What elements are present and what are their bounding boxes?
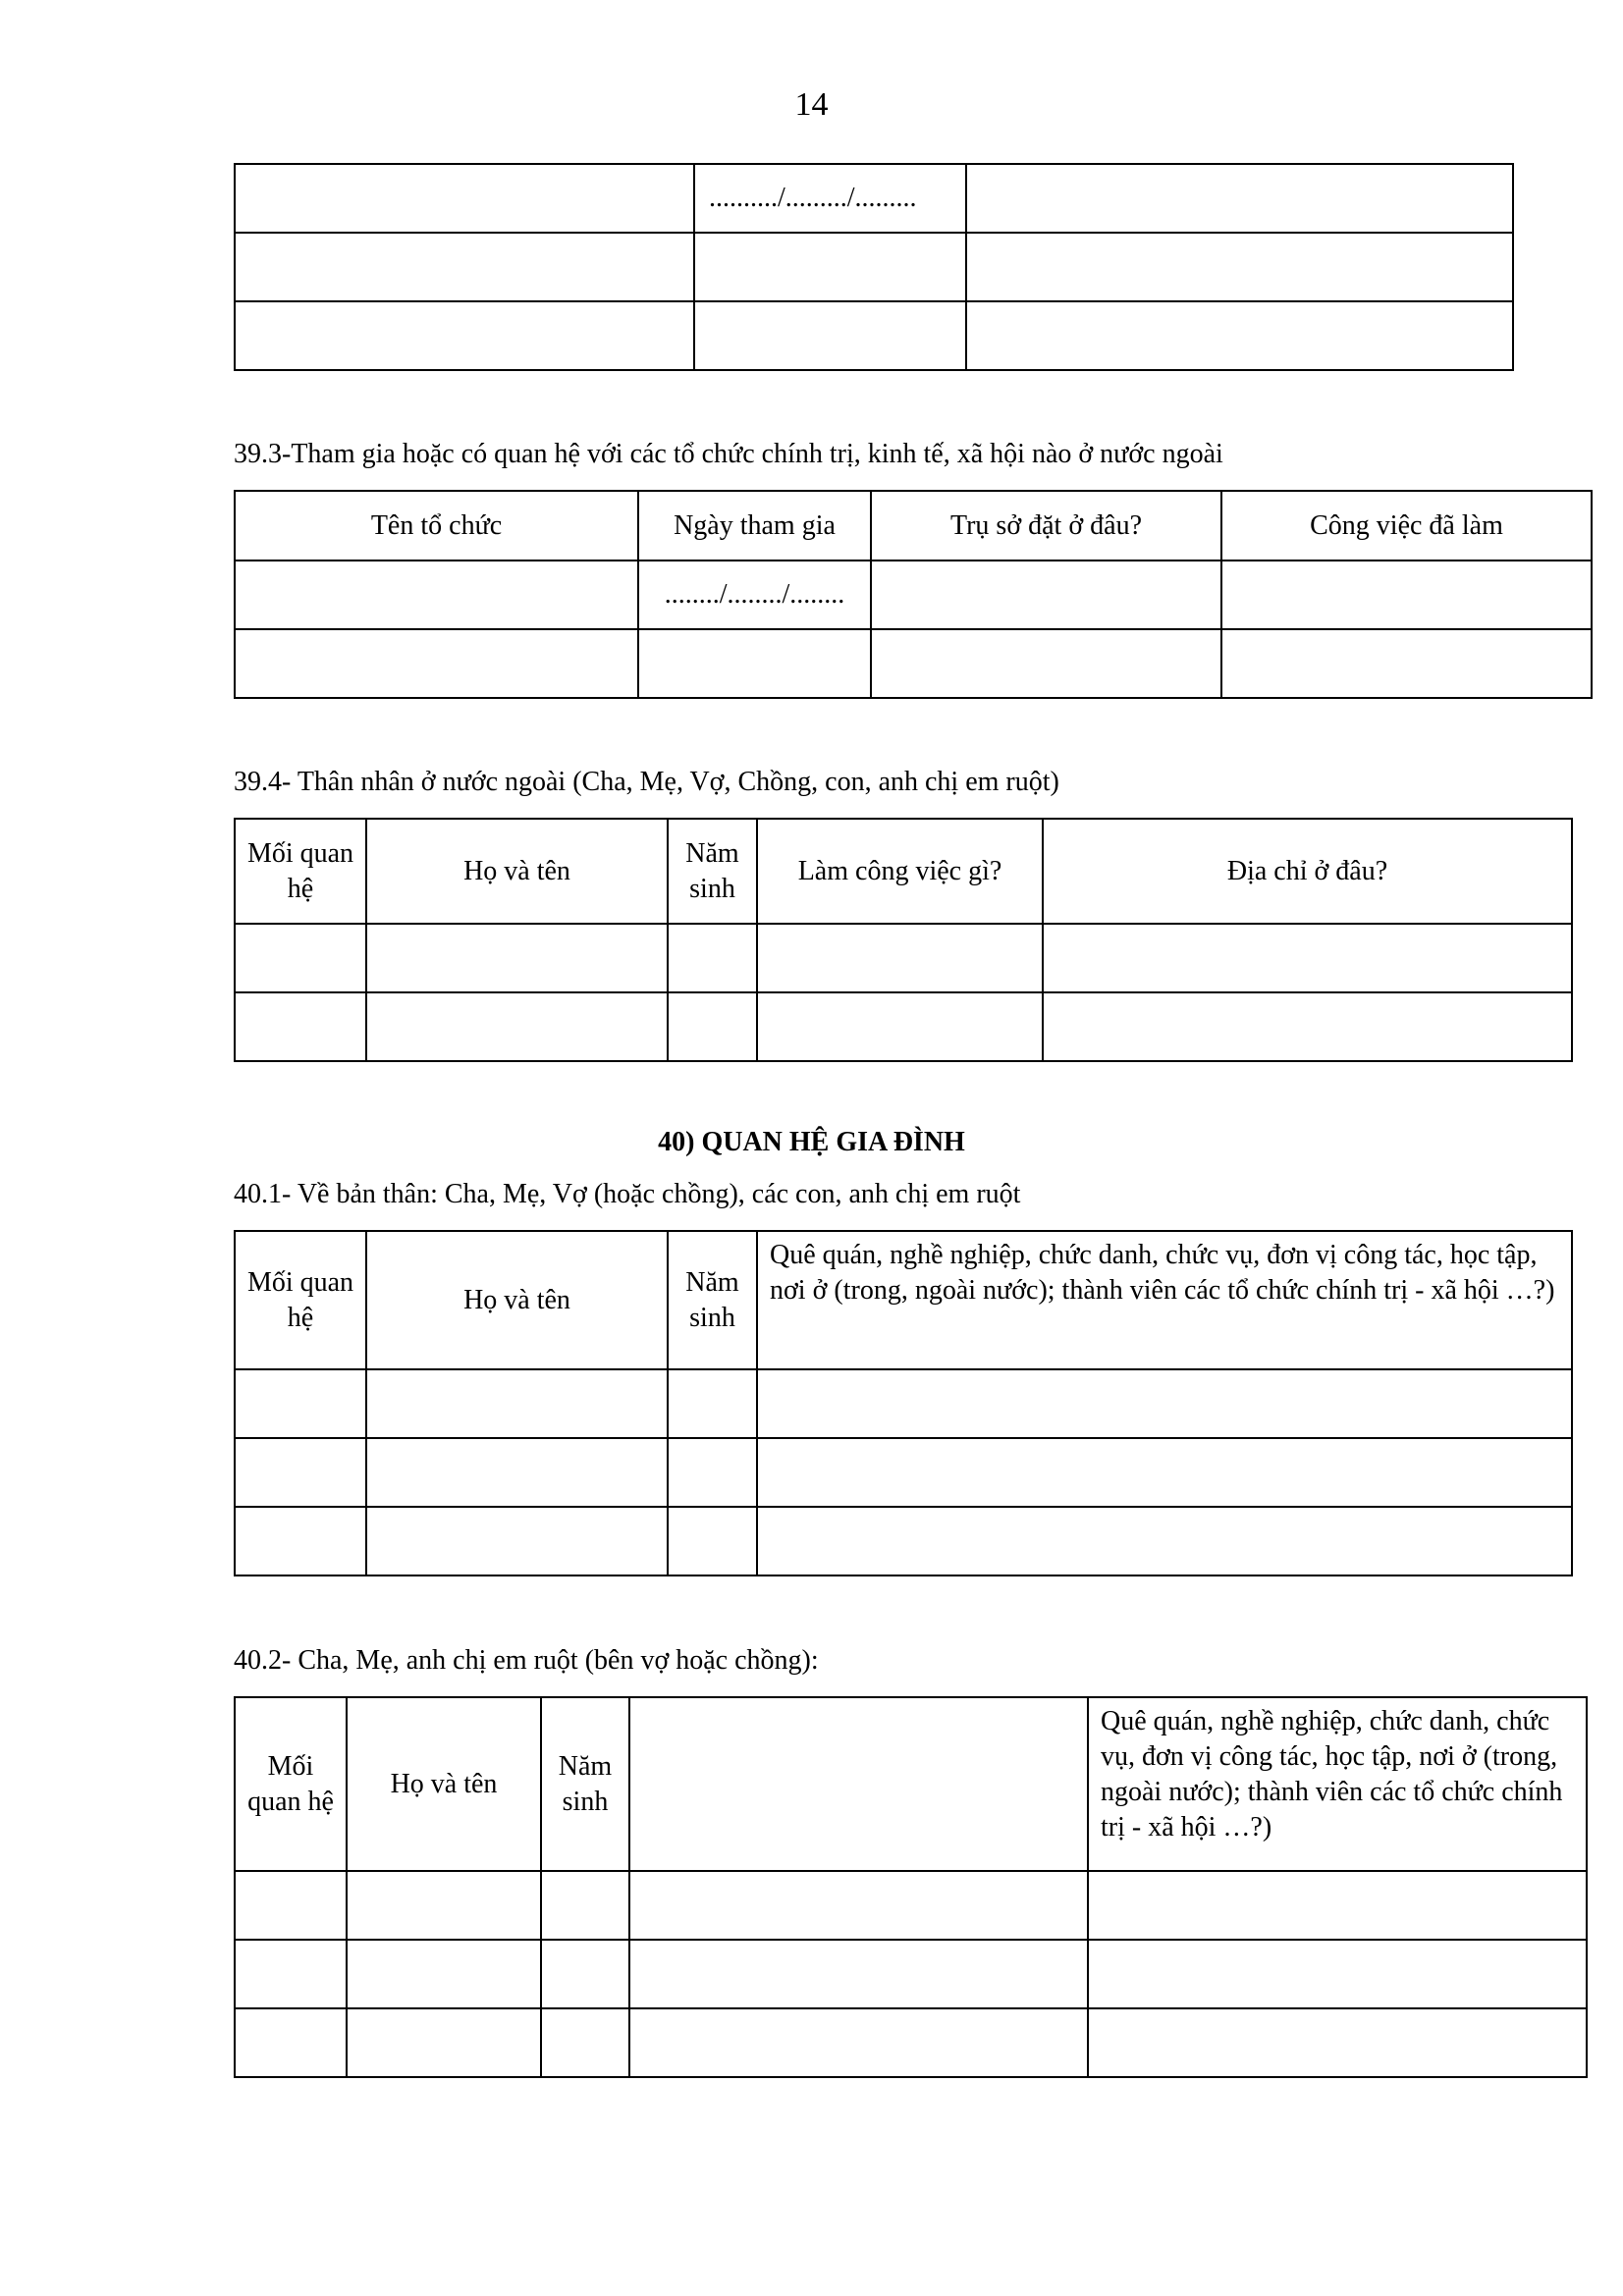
- header-full-name: Họ và tên: [347, 1697, 541, 1871]
- table-39-3: [234, 490, 1593, 699]
- table-cell[interactable]: [629, 1871, 1088, 1940]
- table-header-row: [235, 491, 1592, 561]
- table-cell[interactable]: [235, 1507, 366, 1575]
- table-cell[interactable]: [1221, 629, 1592, 698]
- table-row: [235, 301, 1513, 370]
- table-39-4: [234, 818, 1573, 1062]
- table-cell[interactable]: [235, 1871, 347, 1940]
- table-cell[interactable]: [366, 1369, 668, 1438]
- table-cell[interactable]: [629, 2008, 1088, 2077]
- header-full-name: Họ và tên: [366, 1231, 668, 1369]
- table-cell[interactable]: [1088, 2008, 1587, 2077]
- table-cell[interactable]: [757, 992, 1043, 1061]
- date-cell[interactable]: ......../......../........: [638, 561, 871, 629]
- table-row: [235, 1507, 1572, 1575]
- table-cell[interactable]: [235, 233, 694, 301]
- header-work-done: Công việc đã làm: [1221, 491, 1592, 561]
- table-cell[interactable]: [966, 164, 1513, 233]
- header-relationship: Mối quan hệ: [235, 1697, 347, 1871]
- header-headquarters: Trụ sở đặt ở đâu?: [871, 491, 1221, 561]
- table-cell[interactable]: [668, 924, 757, 992]
- header-birth-year: Năm sinh: [668, 1231, 757, 1369]
- section-40-1-title: 40.1- Về bản thân: Cha, Mẹ, Vợ (hoặc chồng), các con, anh chị em ruột: [234, 1179, 1021, 1209]
- table-40-1: [234, 1230, 1573, 1576]
- header-background-details: Quê quán, nghề nghiệp, chức danh, chức vụ, đơn vị công tác, học tập, nơi ở (trong, ngoài nước); thành viên các tổ chức chính trị - xã hội …?): [1088, 1697, 1587, 1871]
- table-row: [235, 1871, 1587, 1940]
- header-relationship: Mối quan hệ: [235, 819, 366, 924]
- table-row: [235, 1940, 1587, 2008]
- table-cell[interactable]: [541, 1940, 629, 2008]
- table-cell[interactable]: [1043, 992, 1572, 1061]
- table-cell[interactable]: [347, 1940, 541, 2008]
- table-cell[interactable]: [757, 1438, 1572, 1507]
- section-39-4-title: 39.4- Thân nhân ở nước ngoài (Cha, Mẹ, Vợ, Chồng, con, anh chị em ruột): [234, 767, 1059, 797]
- table-row: [235, 1369, 1572, 1438]
- table-cell[interactable]: [871, 561, 1221, 629]
- section-39-3-title: 39.3-Tham gia hoặc có quan hệ với các tổ chức chính trị, kinh tế, xã hội nào ở nước ngoài: [234, 439, 1223, 469]
- header-occupation: Làm công việc gì?: [757, 819, 1043, 924]
- table-cell[interactable]: [235, 924, 366, 992]
- table-cell[interactable]: [966, 301, 1513, 370]
- table-continuation: [234, 163, 1514, 371]
- table-cell[interactable]: [1088, 1940, 1587, 2008]
- header-full-name: Họ và tên: [366, 819, 668, 924]
- table-cell[interactable]: [694, 301, 966, 370]
- table-header-row: [235, 1231, 1572, 1369]
- table-cell[interactable]: [668, 1507, 757, 1575]
- table-cell[interactable]: [235, 561, 638, 629]
- table-row: [235, 1438, 1572, 1507]
- table-cell[interactable]: [235, 992, 366, 1061]
- table-header-row: [235, 1697, 1587, 1871]
- header-blank: [629, 1697, 1088, 1871]
- header-birth-year: Năm sinh: [541, 1697, 629, 1871]
- table-cell[interactable]: [629, 1940, 1088, 2008]
- page-number: 14: [794, 86, 829, 123]
- table-cell[interactable]: [235, 1438, 366, 1507]
- table-cell[interactable]: [694, 233, 966, 301]
- table-cell[interactable]: [366, 1438, 668, 1507]
- table-cell[interactable]: [638, 629, 871, 698]
- table-cell[interactable]: [668, 1438, 757, 1507]
- table-cell[interactable]: [1088, 1871, 1587, 1940]
- table-row: [235, 629, 1592, 698]
- header-join-date: Ngày tham gia: [638, 491, 871, 561]
- table-cell[interactable]: [871, 629, 1221, 698]
- table-cell[interactable]: [757, 924, 1043, 992]
- date-cell[interactable]: ........../........./.........: [694, 164, 966, 233]
- table-cell[interactable]: [668, 992, 757, 1061]
- table-row: [235, 992, 1572, 1061]
- table-cell[interactable]: [1043, 924, 1572, 992]
- table-cell[interactable]: [541, 2008, 629, 2077]
- table-cell[interactable]: [366, 1507, 668, 1575]
- table-cell[interactable]: [757, 1369, 1572, 1438]
- table-cell[interactable]: [235, 1940, 347, 2008]
- table-header-row: [235, 819, 1572, 924]
- table-cell[interactable]: [235, 164, 694, 233]
- header-background-details: Quê quán, nghề nghiệp, chức danh, chức vụ, đơn vị công tác, học tập, nơi ở (trong, ngoài nước); thành viên các tổ chức chính trị - xã hội …?): [757, 1231, 1572, 1369]
- table-cell[interactable]: [1221, 561, 1592, 629]
- table-cell[interactable]: [668, 1369, 757, 1438]
- table-40-2: [234, 1696, 1588, 2078]
- table-row: [235, 164, 1513, 233]
- table-cell[interactable]: [235, 301, 694, 370]
- table-cell[interactable]: [235, 1369, 366, 1438]
- table-row: [235, 2008, 1587, 2077]
- header-address: Địa chỉ ở đâu?: [1043, 819, 1572, 924]
- table-cell[interactable]: [347, 2008, 541, 2077]
- table-cell[interactable]: [541, 1871, 629, 1940]
- table-cell[interactable]: [347, 1871, 541, 1940]
- header-relationship: Mối quan hệ: [235, 1231, 366, 1369]
- section-40-heading: 40) QUAN HỆ GIA ĐÌNH: [658, 1127, 965, 1157]
- table-cell[interactable]: [235, 629, 638, 698]
- table-cell[interactable]: [966, 233, 1513, 301]
- header-birth-year: Năm sinh: [668, 819, 757, 924]
- section-40-2-title: 40.2- Cha, Mẹ, anh chị em ruột (bên vợ hoặc chồng):: [234, 1645, 819, 1676]
- table-cell[interactable]: [235, 2008, 347, 2077]
- table-cell[interactable]: [366, 924, 668, 992]
- table-cell[interactable]: [757, 1507, 1572, 1575]
- table-row: [235, 924, 1572, 992]
- table-row: [235, 233, 1513, 301]
- header-organization-name: Tên tổ chức: [235, 491, 638, 561]
- table-row: [235, 561, 1592, 629]
- table-cell[interactable]: [366, 992, 668, 1061]
